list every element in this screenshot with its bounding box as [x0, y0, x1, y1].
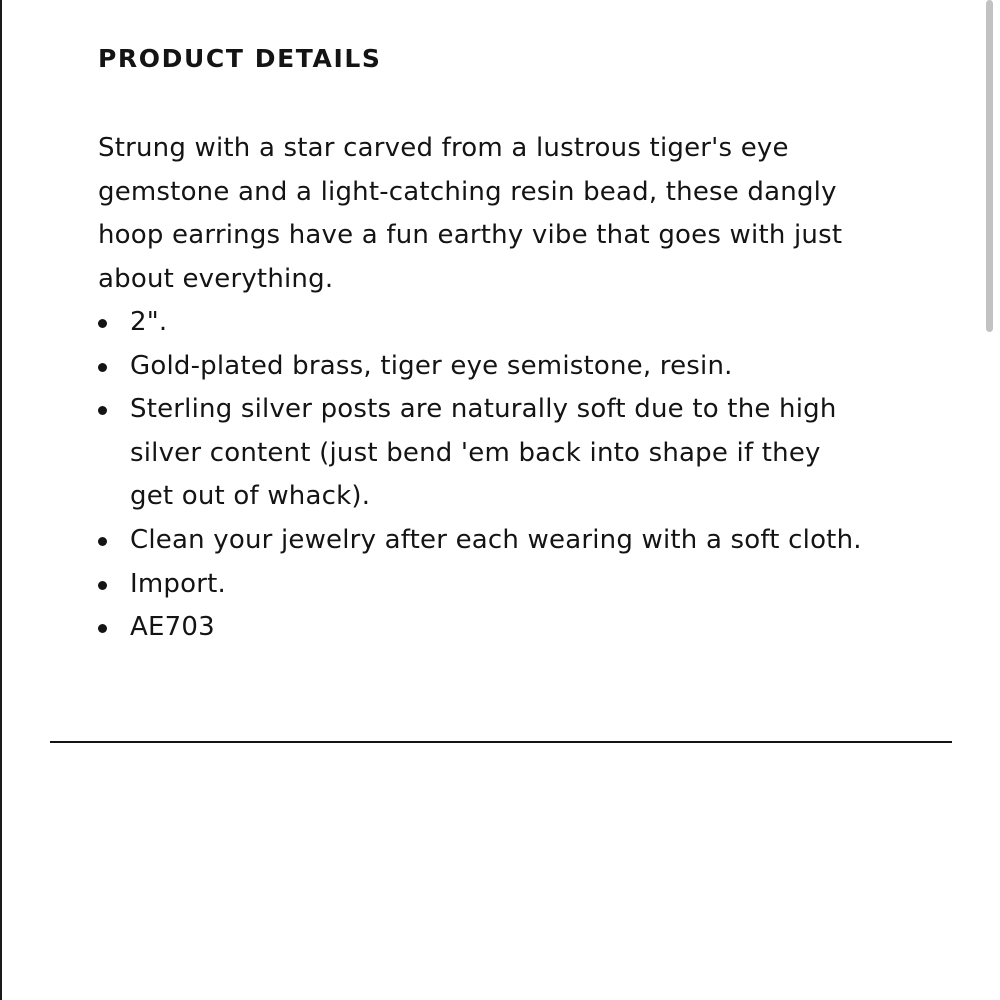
list-item	[98, 563, 868, 607]
scrollbar-thumb[interactable]	[986, 0, 993, 332]
bullet-icon	[98, 363, 107, 372]
left-edge-border	[0, 0, 2, 1000]
list-item	[98, 345, 868, 389]
list-item	[98, 519, 868, 563]
list-item-text: Sterling silver posts are naturally soft due to the high silver content (just bend 'em back into shape if they get out of whack).	[130, 394, 837, 512]
list-item-text: Gold-plated brass, tiger eye semistone, resin.	[130, 350, 733, 381]
details-list	[98, 301, 868, 650]
bullet-icon	[98, 319, 107, 328]
list-item	[98, 388, 868, 519]
list-item-text: Import.	[130, 568, 226, 599]
product-description: Strung with a star carved from a lustrous tiger's eye gemstone and a light-catching resin bead, these dangly hoop earrings have a fun earthy vibe that goes with just about everything.	[98, 133, 843, 294]
list-item-text: AE703	[130, 612, 215, 643]
bullet-icon	[98, 581, 107, 590]
bullet-icon	[98, 537, 107, 546]
section-title: PRODUCT DETAILS	[98, 44, 382, 73]
bullet-icon	[98, 406, 107, 415]
list-item-text: Clean your jewelry after each wearing with a soft cloth.	[130, 524, 862, 555]
list-item	[98, 301, 868, 345]
section-divider	[50, 741, 952, 743]
list-item	[98, 606, 868, 650]
list-item-text: 2".	[130, 307, 168, 337]
bullet-icon	[98, 624, 107, 633]
